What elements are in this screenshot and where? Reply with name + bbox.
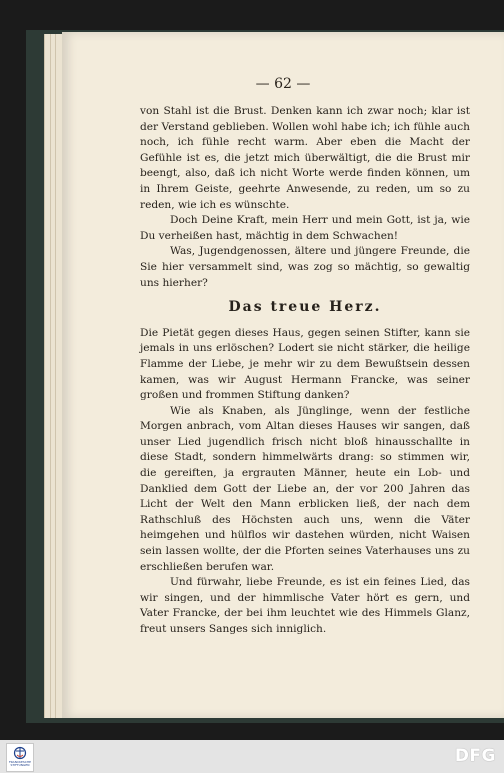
page-text-block xyxy=(140,104,470,638)
logo-label: FRANCKESCHE STIFTUNGEN xyxy=(8,760,32,768)
paragraph: von Stahl ist die Brust. Denken kann ich zwar noch; klar ist der Verstand geblieben. Wollen wohl habe ich; ich fühle auch noch, ich fühle recht warm. Aber eben die Macht der Gefühle ist es, die jetzt mich überwältigt, die die Brust mir beengt, also, daß ich nicht Worte werde finden können, um in Ihrem Geiste, geehrte Anwesende, zu reden, um so zu reden, wie ich es wünschte. xyxy=(140,105,470,211)
francke-logo[interactable] xyxy=(6,743,34,772)
paragraph: Doch Deine Kraft, mein Herr und mein Gott, ist ja, wie Du verheißen hast, mächtig in dem Schwachen! xyxy=(140,214,470,242)
paragraph: Was, Jugendgenossen, ältere und jüngere Freunde, die Sie hier versammelt sind, was zog so mächtig, so gewaltig uns hierher? xyxy=(140,245,470,289)
viewer-footer-bar xyxy=(0,740,504,773)
francke-foundations-logo-icon xyxy=(11,746,29,760)
paragraph: Die Pietät gegen dieses Haus, gegen seinen Stifter, kann sie jemals in uns erlöschen? Lodert sie nicht stärker, die heilige Flamme der Liebe, je mehr wir zu dem Bewußtsein dessen kamen, was wir August Hermann Francke, was seiner großen und frommen Stiftung danken? xyxy=(140,326,470,402)
dfg-logo[interactable]: DFG xyxy=(454,746,496,766)
section-heading: Das treue Herz. xyxy=(228,299,382,316)
paragraph: Wie als Knaben, als Jünglinge, wenn der festliche Morgen anbrach, vom Altan dieses Hauses wir sangen, daß unser Lied jugendlich frisch nicht bloß hinausschallte in diese Stadt, sondern himmelwärts drang: so stimmen wir, die gereiften, ja ergrauten Männer, heute ein Lob- und Danklied dem Gott der Liebe an, der vor 200 Jahren das Licht der Welt den Mann erblicken ließ, der nach dem Rathschluß des Höchsten auch uns, wenn die Väter heimgehen und hülflos wir dastehen würden, nicht Waisen sein lassen wollte, der die Pforten seines Vaterhauses uns zu erschließen berufen war. xyxy=(140,404,470,573)
paragraph: Und fürwahr, liebe Freunde, es ist ein feines Lied, das wir singen, und der himmlische Vater hört es gern, und Vater Francke, der bei ihm leuchtet wie des Himmels Glanz, freut unsers Sanges sich inniglich. xyxy=(140,576,470,635)
book-page xyxy=(62,32,504,718)
page-number: — 62 — xyxy=(255,76,311,92)
